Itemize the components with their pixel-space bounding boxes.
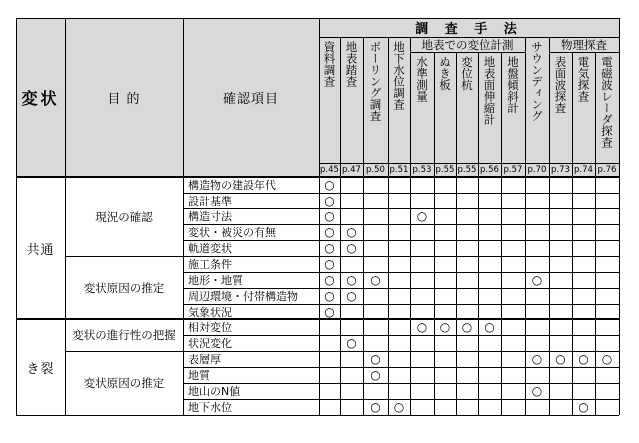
grid-line xyxy=(65,18,66,415)
circle-mark: ○ xyxy=(370,352,381,366)
item-cell xyxy=(183,304,319,319)
circle-mark: ○ xyxy=(484,320,495,334)
mark-cell xyxy=(456,319,478,335)
grid-line xyxy=(549,37,550,415)
grid-line xyxy=(183,224,619,225)
circle-mark: ○ xyxy=(324,304,335,319)
purpose-cell xyxy=(65,256,183,319)
grid-line xyxy=(183,399,619,400)
mark-cell xyxy=(363,272,388,288)
method-page-ref: p.55 xyxy=(435,165,455,175)
circle-mark: ○ xyxy=(531,352,543,366)
mark-cell xyxy=(363,351,388,367)
header-kakunin: 確認項目 xyxy=(183,18,319,177)
method-label: 水準測量 xyxy=(415,56,430,102)
grid-line xyxy=(478,52,479,415)
grid-line xyxy=(183,240,619,241)
grid-line xyxy=(410,37,411,415)
method-label: 地表面伸縮計 xyxy=(482,56,497,125)
method-label: 地盤傾斜計 xyxy=(506,56,521,114)
mark-cell xyxy=(340,288,363,304)
item-cell xyxy=(183,193,319,208)
mark-cell xyxy=(319,288,340,304)
method-page-ref: p.50 xyxy=(366,165,385,175)
mark-cell xyxy=(388,399,410,415)
grid-line xyxy=(619,18,620,415)
grid-line xyxy=(183,335,619,336)
item-label: 表層厚 xyxy=(188,353,221,366)
mark-cell xyxy=(572,399,595,415)
grid-line xyxy=(65,256,619,257)
mark-cell xyxy=(410,319,434,335)
grid-line xyxy=(388,37,389,415)
grid-line xyxy=(319,37,619,38)
grid-line xyxy=(183,272,619,273)
circle-mark: ○ xyxy=(416,320,428,334)
mark-cell xyxy=(363,367,388,383)
group-chihyo-header: 地表での変位計測 xyxy=(410,37,525,52)
method-header-3 xyxy=(388,37,410,163)
circle-mark: ○ xyxy=(324,241,335,255)
header-henjo: 変状 xyxy=(16,18,65,177)
item-cell xyxy=(183,208,319,224)
item-cell xyxy=(183,399,319,415)
method-page-9 xyxy=(525,163,549,177)
method-page-11 xyxy=(572,163,595,177)
mark-cell xyxy=(319,240,340,256)
mark-cell xyxy=(319,177,340,193)
circle-mark: ○ xyxy=(324,289,335,303)
header-mokuteki: 目 的 xyxy=(65,18,183,177)
method-page-7 xyxy=(478,163,501,177)
grid-line xyxy=(410,52,525,53)
mark-cell xyxy=(340,272,363,288)
circle-mark: ○ xyxy=(578,400,589,414)
method-page-ref: p.56 xyxy=(480,165,499,175)
method-page-ref: p.74 xyxy=(574,165,593,175)
method-header-11 xyxy=(572,52,595,163)
mark-cell xyxy=(434,319,456,335)
henjo-cell xyxy=(16,319,65,415)
method-header-8 xyxy=(501,52,525,163)
mark-cell xyxy=(340,240,363,256)
circle-mark: ○ xyxy=(324,178,335,192)
grid-line xyxy=(456,52,457,415)
method-page-ref: p.53 xyxy=(412,165,432,175)
mark-cell xyxy=(478,319,501,335)
grid-line xyxy=(595,52,596,415)
circle-mark: ○ xyxy=(439,320,451,334)
method-label: 電磁波レーダ探査 xyxy=(600,56,615,148)
item-cell xyxy=(183,272,319,288)
circle-mark: ○ xyxy=(346,273,357,287)
circle-mark: ○ xyxy=(324,273,335,287)
item-label: 変状・被災の有無 xyxy=(188,226,276,239)
circle-mark: ○ xyxy=(324,225,335,239)
item-label: 地下水位 xyxy=(188,401,232,414)
method-label: ボーリング調査 xyxy=(368,41,383,122)
method-label: 電気探査 xyxy=(576,56,591,102)
circle-mark: ○ xyxy=(416,209,428,223)
item-cell xyxy=(183,177,319,193)
method-label: ぬき板 xyxy=(438,56,453,91)
method-page-1 xyxy=(340,163,363,177)
item-label: 構造寸法 xyxy=(188,210,232,223)
grid-line xyxy=(65,351,619,352)
circle-mark: ○ xyxy=(601,352,613,366)
item-label: 地質 xyxy=(188,369,210,382)
item-label: 地形・地質 xyxy=(188,274,243,287)
mark-cell xyxy=(319,272,340,288)
purpose-label: 変状原因の推定 xyxy=(83,376,165,390)
purpose-cell xyxy=(65,351,183,415)
grid-line xyxy=(16,318,619,320)
grid-line xyxy=(501,52,502,415)
circle-mark: ○ xyxy=(370,400,381,414)
grid-line xyxy=(434,52,435,415)
method-header-7 xyxy=(478,52,501,163)
mark-cell xyxy=(525,272,549,288)
mark-cell xyxy=(363,399,388,415)
grid-line xyxy=(525,37,526,415)
item-label: 設計基準 xyxy=(188,194,232,208)
group-butsuri-header: 物理探査 xyxy=(549,37,619,52)
grid-line xyxy=(16,18,17,415)
item-cell xyxy=(183,335,319,351)
method-page-6 xyxy=(456,163,478,177)
item-cell xyxy=(183,256,319,272)
grid-line xyxy=(183,367,619,368)
method-page-10 xyxy=(549,163,572,177)
header-title: 調 査 手 法 xyxy=(319,18,619,37)
method-label: 地表踏査 xyxy=(344,41,359,87)
grid-line xyxy=(183,288,619,289)
method-page-2 xyxy=(363,163,388,177)
mark-cell xyxy=(319,256,340,272)
purpose-label: 現況の確認 xyxy=(95,209,153,224)
item-label: 周辺環境・付帯構造物 xyxy=(188,290,298,303)
purpose-label: 変状原因の推定 xyxy=(83,280,165,295)
method-label: 地下水位調査 xyxy=(392,41,407,110)
item-label: 気象状況 xyxy=(188,305,232,319)
circle-mark: ○ xyxy=(555,352,566,366)
method-page-ref: p.55 xyxy=(457,165,477,175)
method-page-4 xyxy=(410,163,434,177)
method-label: 資料調査 xyxy=(322,41,337,87)
item-label: 地山のN値 xyxy=(188,385,241,398)
method-page-3 xyxy=(388,163,410,177)
item-cell xyxy=(183,319,319,335)
mark-cell xyxy=(340,224,363,240)
grid-line xyxy=(340,37,341,415)
circle-mark: ○ xyxy=(461,320,473,334)
method-label: 表面波探査 xyxy=(553,56,568,114)
circle-mark: ○ xyxy=(346,241,357,255)
mark-cell xyxy=(549,351,572,367)
grid-line xyxy=(183,193,619,194)
method-page-ref: p.57 xyxy=(503,165,523,175)
method-label: 変位杭 xyxy=(460,56,475,91)
mark-cell xyxy=(319,224,340,240)
item-label: 施工条件 xyxy=(188,258,232,271)
item-cell xyxy=(183,288,319,304)
mark-cell xyxy=(319,193,340,208)
circle-mark: ○ xyxy=(346,336,357,350)
mark-cell xyxy=(319,304,340,319)
mark-cell xyxy=(572,351,595,367)
circle-mark: ○ xyxy=(531,273,543,287)
grid-line xyxy=(183,18,184,415)
grid-line xyxy=(319,163,619,164)
method-page-8 xyxy=(501,163,525,177)
purpose-cell xyxy=(65,177,183,256)
method-page-0 xyxy=(319,163,340,177)
item-label: 状況変化 xyxy=(188,337,232,350)
grid-line xyxy=(549,52,619,53)
grid-line xyxy=(572,52,573,415)
circle-mark: ○ xyxy=(346,225,357,239)
method-page-ref: p.73 xyxy=(551,165,570,175)
mark-cell xyxy=(340,335,363,351)
method-header-10 xyxy=(549,52,572,163)
grid-line xyxy=(16,415,619,416)
circle-mark: ○ xyxy=(324,209,335,223)
mark-cell xyxy=(410,208,434,224)
method-page-12 xyxy=(595,163,619,177)
method-header-9 xyxy=(525,37,549,163)
method-page-ref: p.76 xyxy=(597,165,617,175)
item-cell xyxy=(183,351,319,367)
purpose-cell xyxy=(65,319,183,351)
purpose-label: 変状の進行性の把握 xyxy=(72,328,176,342)
method-page-ref: p.45 xyxy=(320,165,339,175)
method-header-1 xyxy=(340,37,363,163)
henjo-label: 共通 xyxy=(26,242,55,258)
method-header-12 xyxy=(595,52,619,163)
henjo-cell xyxy=(16,177,65,319)
grid-line xyxy=(183,208,619,209)
item-cell xyxy=(183,224,319,240)
circle-mark: ○ xyxy=(324,257,335,271)
circle-mark: ○ xyxy=(324,193,335,208)
circle-mark: ○ xyxy=(370,368,381,382)
grid-line xyxy=(16,18,619,19)
mark-cell xyxy=(525,383,549,399)
item-cell xyxy=(183,383,319,399)
circle-mark: ○ xyxy=(393,400,405,414)
mark-cell xyxy=(595,351,619,367)
grid-line xyxy=(16,176,619,178)
method-page-5 xyxy=(434,163,456,177)
method-header-4 xyxy=(410,52,434,163)
grid-line xyxy=(319,18,320,415)
method-page-ref: p.47 xyxy=(342,165,361,175)
method-label: サウンディング xyxy=(530,41,545,122)
circle-mark: ○ xyxy=(531,384,543,398)
method-page-ref: p.70 xyxy=(527,165,547,175)
method-header-2 xyxy=(363,37,388,163)
item-cell xyxy=(183,240,319,256)
method-header-5 xyxy=(434,52,456,163)
grid-line xyxy=(183,304,619,305)
item-cell xyxy=(183,367,319,383)
circle-mark: ○ xyxy=(346,289,357,303)
method-page-ref: p.51 xyxy=(389,165,409,175)
method-header-6 xyxy=(456,52,478,163)
henjo-label: き裂 xyxy=(26,361,55,377)
mark-cell xyxy=(319,208,340,224)
circle-mark: ○ xyxy=(578,352,589,366)
item-label: 相対変位 xyxy=(188,321,232,334)
circle-mark: ○ xyxy=(370,273,381,287)
grid-line xyxy=(363,37,364,415)
method-header-0 xyxy=(319,37,340,163)
item-label: 構造物の建設年代 xyxy=(188,179,276,192)
mark-cell xyxy=(525,351,549,367)
item-label: 軌道変状 xyxy=(188,242,232,255)
grid-line xyxy=(183,383,619,384)
